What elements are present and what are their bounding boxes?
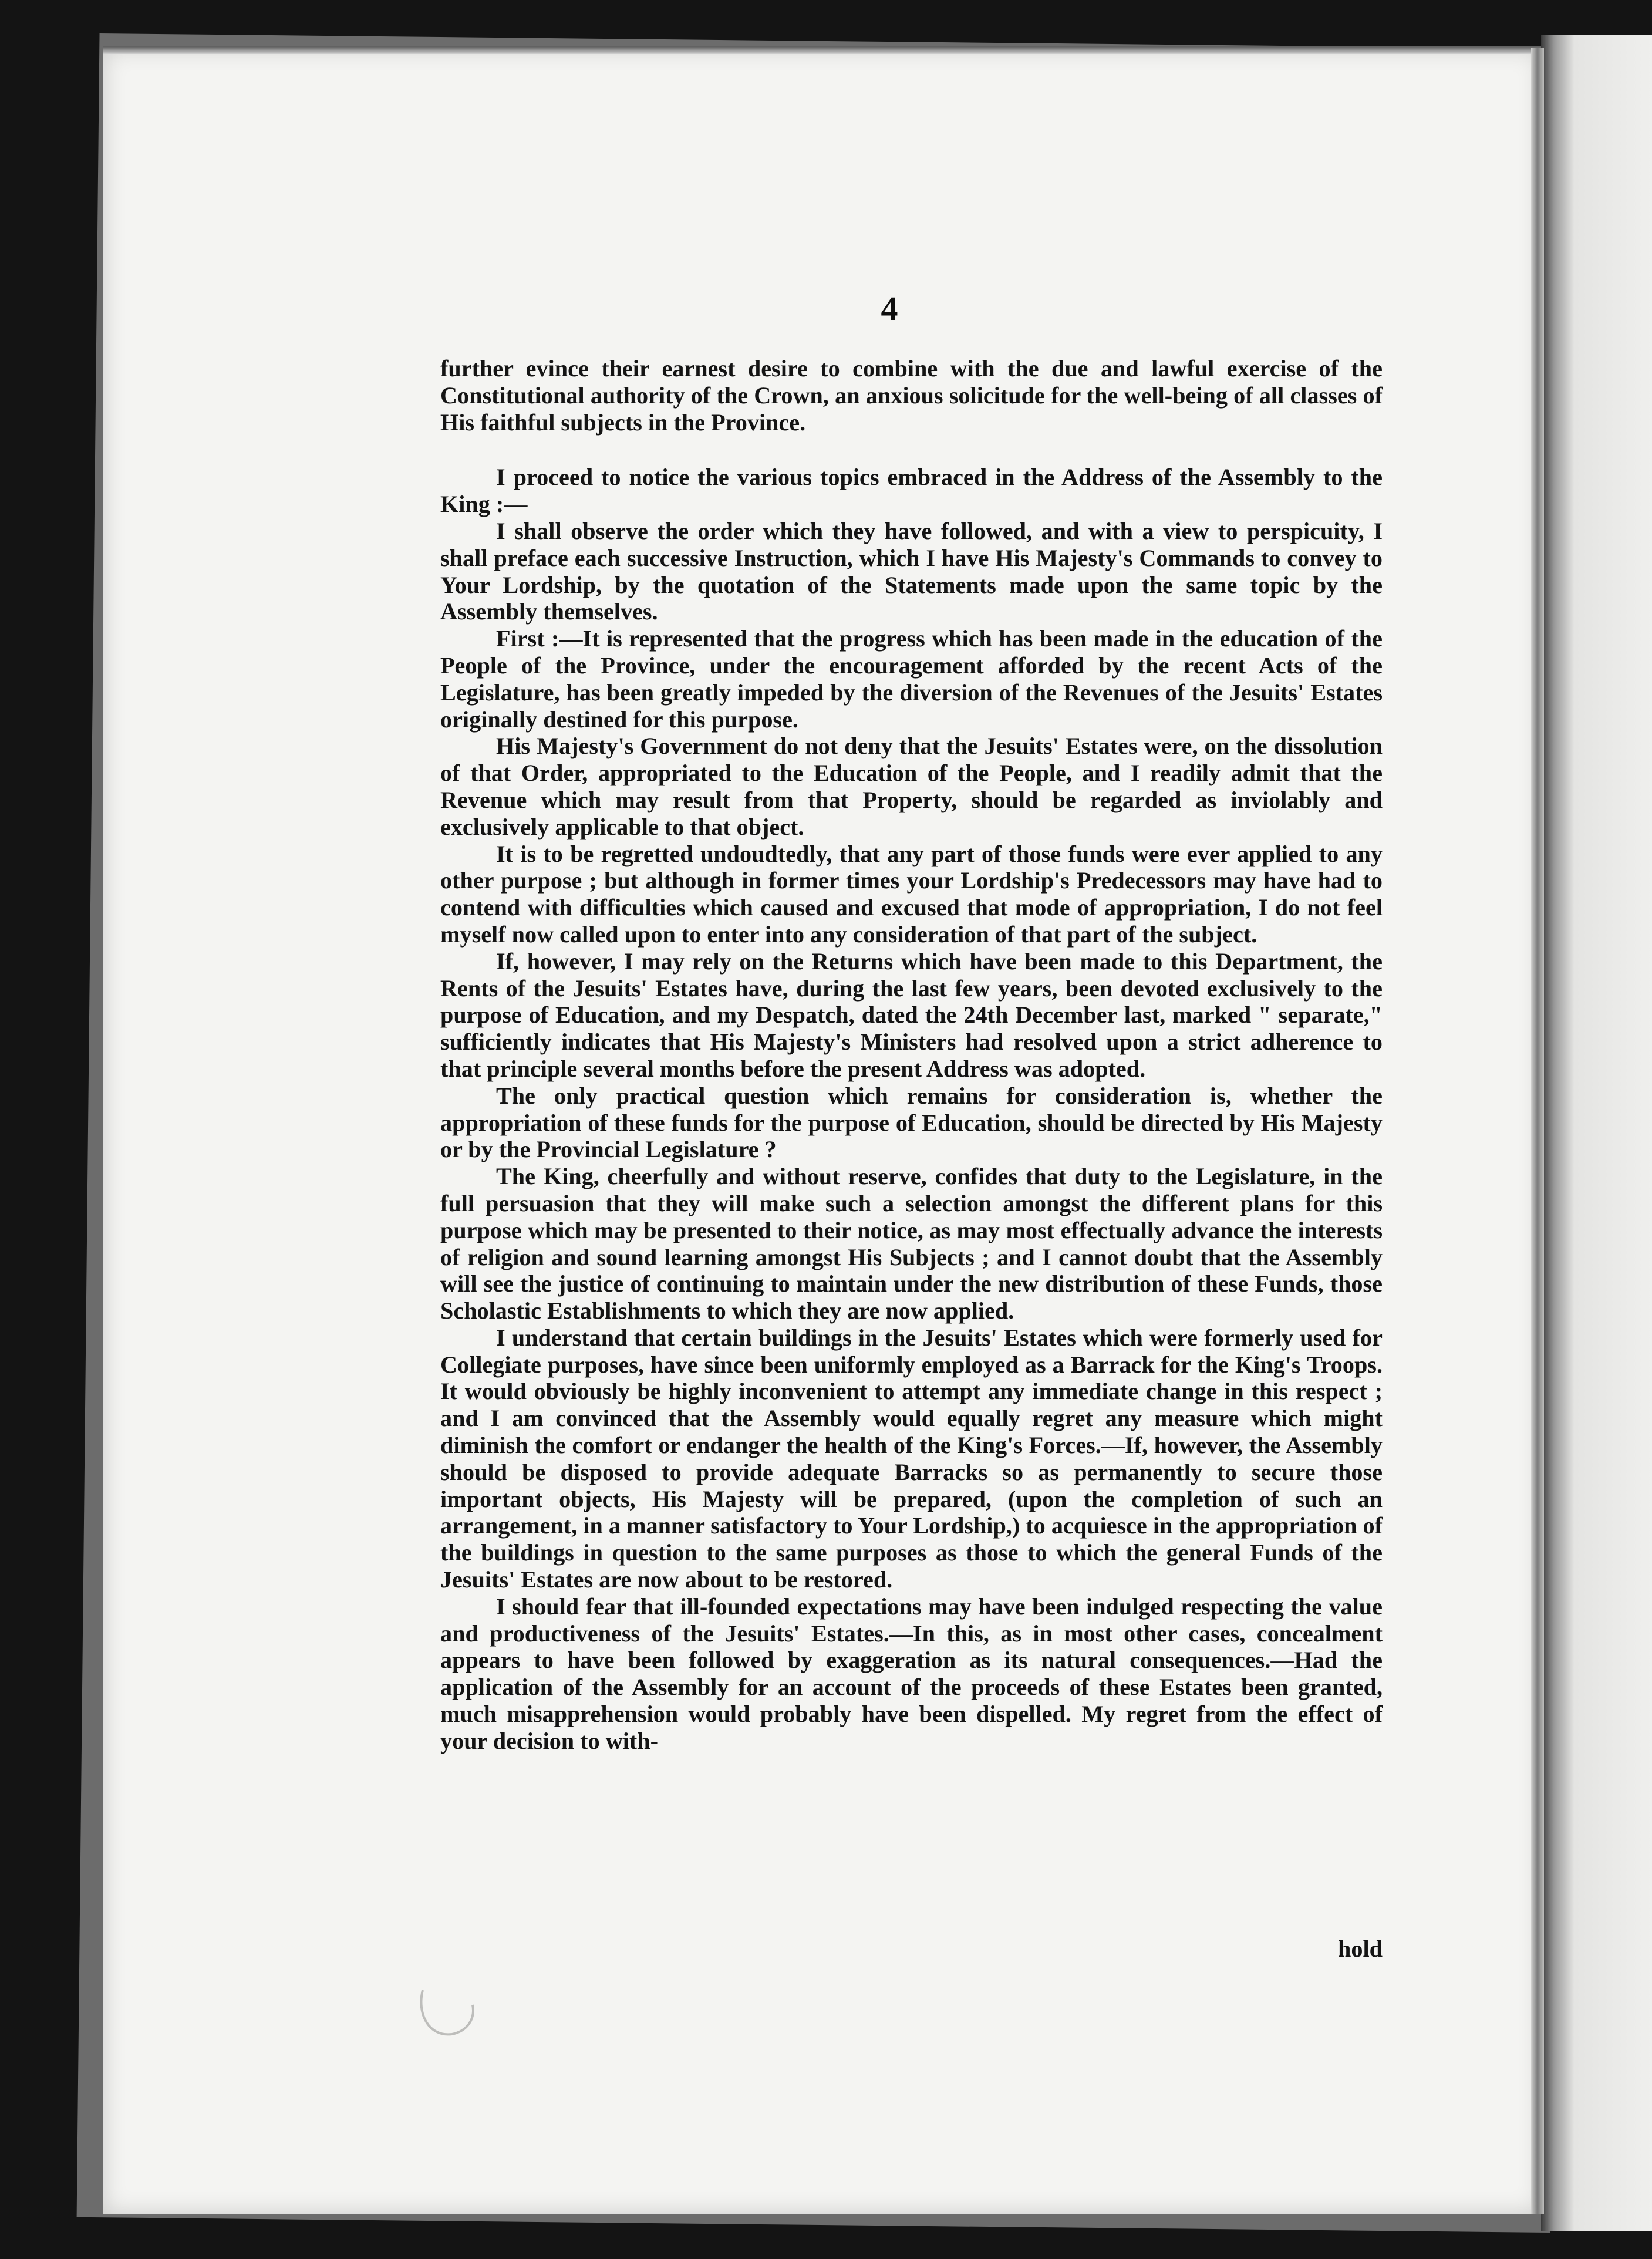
paragraph: I should fear that ill-founded expectations may have been indulged respecting the value and productiveness of the Jesuits' Estates.—In this, as in most other cases, concealment appears to have been followed by exaggeration as its natural consequences.—Had the application of the Assembly for an account of the proceeds of these Estates been granted, much misapprehension would probably have been dispelled. My regret from the effect of your decision to with-: [440, 1593, 1383, 1754]
paragraph: I shall observe the order which they have followed, and with a view to perspicuity, I shall preface each successive Instruction, which I have His Majesty's Commands to convey to Your Lordship, by the quotation of the Statements made upon the same topic by the Assembly themselves.: [440, 517, 1383, 625]
body-text: [440, 355, 1383, 1755]
paragraph: It is to be regretted undoudtedly, that any part of those funds were ever applied to any other purpose ; but although in former times your Lordship's Predecessors may have had to contend with difficulties which caused and excused that mode of appropriation, I do not feel myself now called upon to enter into any consideration of that part of the subject.: [440, 840, 1383, 948]
adjacent-page-edge: [1541, 35, 1652, 2231]
paragraph: I understand that certain buildings in the Jesuits' Estates which were formerly used for Collegiate purposes, have since been uniformly employed as a Barrack for the King's Troops. It would obviously be highly inconvenient to attempt any immediate change in this respect ; and I am convinced that the Assembly would equally regret any measure which might diminish the comfort or endanger the health of the King's Forces.—If, however, the Assembly should be disposed to provide adequate Barracks so as permanently to secure those important objects, His Majesty will be prepared, (upon the completion of such an arrangement, in a manner satisfactory to Your Lordship,) to acquiesce in the appropriation of the buildings in question to the same purposes as those to which the general Funds of the Jesuits' Estates are now about to be restored.: [440, 1324, 1383, 1593]
catchword: hold: [1338, 1936, 1383, 1962]
paragraph: If, however, I may rely on the Returns which have been made to this Department, the Rents of the Jesuits' Estates have, during the last few years, been devoted exclusively to the purpose of Education, and my Despatch, dated the 24th December last, marked " separate," sufficiently indicates that His Majesty's Ministers had resolved upon a strict adherence to that principle several months before the present Address was adopted.: [440, 948, 1383, 1082]
paragraph: I proceed to notice the various topics embraced in the Address of the Assembly to the King :—: [440, 464, 1383, 518]
paper-top-edge: [103, 46, 1541, 54]
paragraph: His Majesty's Government do not deny that the Jesuits' Estates were, on the dissolution of that Order, appropriated to the Education of the People, and I readily admit that the Revenue which may result from that Property, should be regarded as inviolably and exclusively applicable to that object.: [440, 733, 1383, 840]
paragraph: The only practical question which remains for consideration is, whether the appropriation of these funds for the purpose of Education, should be directed by His Majesty or by the Provincial Legislature ?: [440, 1082, 1383, 1163]
paragraph: The King, cheerfully and without reserve, confides that duty to the Legislature, in the full persuasion that they will make such a selection amongst the different plans for this purpose which may be presented to their notice, as may most effectually advance the interests of religion and sound learning amongst His Subjects ; and I cannot doubt that the Assembly will see the justice of continuing to maintain under the new distribution of these Funds, those Scholastic Establishments to which they are now applied.: [440, 1163, 1383, 1324]
page-gutter: [1531, 48, 1544, 2214]
pencil-mark: [411, 1978, 487, 2049]
paragraph-continuation: further evince their earnest desire to combine with the due and lawful exercise of the Constitutional authority of the Crown, an anxious solicitude for the well-being of all classes of His faithful subjects in the Province.: [440, 355, 1383, 436]
page-number: 4: [881, 289, 898, 328]
paragraph: First :—It is represented that the progress which has been made in the education of the People of the Province, under the encouragement afforded by the recent Acts of the Legislature, has been greatly impeded by the diversion of the Revenues of the Jesuits' Estates originally destined for this purpose.: [440, 625, 1383, 733]
